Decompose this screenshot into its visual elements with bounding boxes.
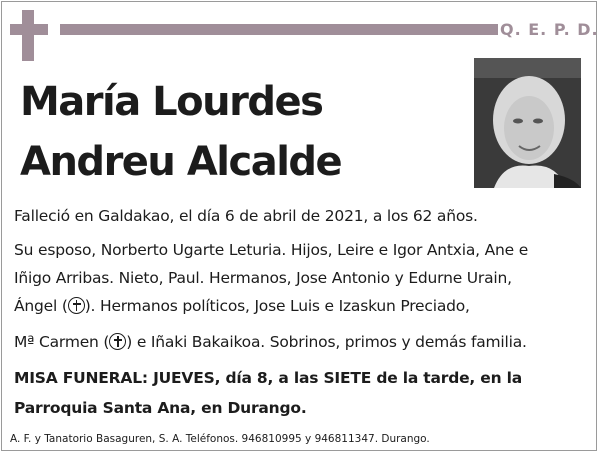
family-line-2: Iñigo Arribas. Nieto, Paul. Hermanos, Jose Antonio y Edurne Urain, <box>14 269 512 287</box>
family-line-3-start: Ángel ( <box>14 297 68 315</box>
funeral-line-1: MISA FUNERAL: JUEVES, día 8, a las SIETE de la tarde, en la <box>14 369 523 387</box>
qepd-label: Q. E. P. D. <box>500 20 599 39</box>
header-rule <box>60 24 498 35</box>
family-line-4-start: Mª Carmen ( <box>14 333 110 351</box>
funeral-line-2: Parroquia Santa Ana, en Durango. <box>14 399 307 417</box>
family-line-3-end: ). Hermanos políticos, Jose Luis e Izaskun Preciado, <box>84 297 470 315</box>
funeral-home-footer: A. F. y Tanatorio Basaguren, S. A. Teléfonos. 946810995 y 946811347. Durango. <box>10 433 430 445</box>
family-line-3 <box>14 292 470 320</box>
family-line-4 <box>14 328 527 356</box>
cross-icon-vertical <box>22 10 34 61</box>
deceased-cross-icon <box>68 297 85 314</box>
deceased-name-line2: Andreu Alcalde <box>20 139 342 185</box>
deceased-cross-icon <box>109 333 126 350</box>
family-line-4-end: ) e Iñaki Bakaikoa. Sobrinos, primos y demás familia. <box>126 333 527 351</box>
death-notice-text: Falleció en Galdakao, el día 6 de abril de 2021, a los 62 años. <box>14 207 478 225</box>
family-line-1: Su esposo, Norberto Ugarte Leturia. Hijos, Leire e Igor Antxia, Ane e <box>14 241 529 259</box>
deceased-photo <box>474 58 581 188</box>
deceased-name-line1: María Lourdes <box>20 79 323 125</box>
cross-icon-horizontal <box>10 24 48 35</box>
